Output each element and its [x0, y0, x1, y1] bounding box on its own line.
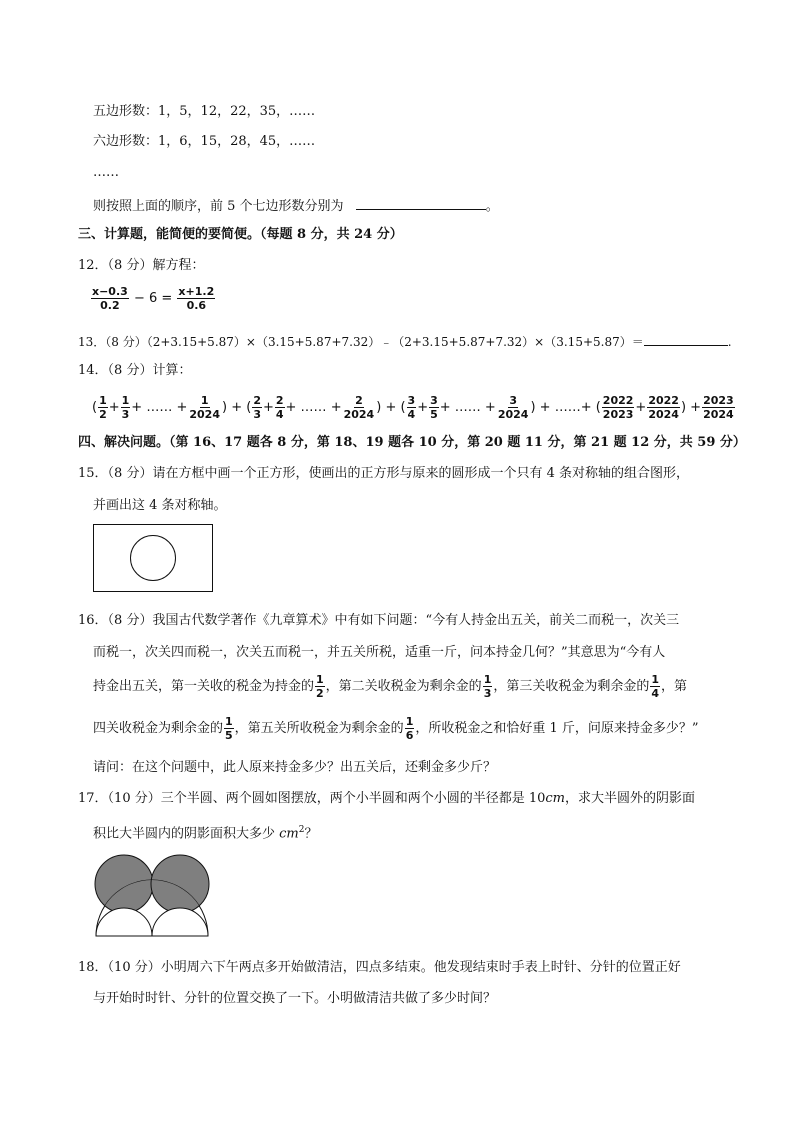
q18-line2: 与开始时时针、分针的位置交换了一下。小明做清洁共做了多少时间？ [93, 991, 497, 1006]
q16-line2: 而税一，次关四而税一，次关五而税一，并五关所税，适重一斤，问本持金几何？”其意思为“今有人 [93, 645, 666, 660]
q12-minus: − 6 = [133, 291, 173, 306]
q13-end: . [727, 335, 732, 349]
q13 [78, 331, 732, 351]
q17-figure [92, 850, 212, 940]
answer-blank[interactable] [356, 195, 486, 210]
q13-text: 13．（8 分）（2+3.15+5.87）×（3.15+5.87+7.32）﹣（2+3.15+5.87+7.32）×（3.15+5.87）＝ [78, 335, 644, 349]
q12-fraction-left: $\frac{x-0.3}{0.2}$ [92, 285, 128, 312]
q17-line2: 积比大半圆内的阴影面积大多少 $cm^2$？ [93, 825, 318, 842]
q17-line1: 17．（10 分）三个半圆、两个圆如图摆放，两个小半圆和两个小圆的半径都是 10cm，求大半圆外的阴影面 [78, 791, 696, 806]
heptagon-question-text: 则按照上面的顺序，前 5 个七边形数分别为 [93, 199, 344, 214]
q15-line1: 15．（8 分）请在方框中画一个正方形，使画出的正方形与原来的圆形成一个只有 4 条对称轴的组合图形， [78, 466, 689, 481]
q15-circle [130, 535, 176, 581]
q12-fraction-right: $\frac{x+1.2}{0.6}$ [178, 285, 215, 312]
section3-heading: 三、计算题，能简便的要简便。（每题 8 分，共 24 分） [78, 227, 403, 242]
heptagon-question [93, 195, 499, 216]
period: 。 [485, 199, 499, 214]
q12-equation [90, 284, 216, 314]
q18-line1: 18．（10 分）小明周六下午两点多开始做清洁，四点多结束。他发现结束时手表上时针、分针的位置正好 [78, 960, 681, 975]
q15-frame[interactable] [93, 524, 213, 592]
hexagon-sequence: 六边形数：1，6，15，28，45，…… [93, 134, 316, 149]
pentagon-sequence: 五边形数：1，5，12，22，35，…… [93, 104, 316, 119]
q16-line1: 16．（8 分）我国古代数学著作《九章算术》中有如下问题：“今有人持金出五关，前关二而税一，次关三 [78, 613, 680, 628]
q12-label: 12．（8 分）解方程： [78, 258, 205, 273]
sequence-ellipsis: …… [93, 165, 119, 180]
q13-answer-blank[interactable] [644, 331, 728, 346]
q16-line3: 持金出五关，第一关收的税金为持金的 $\frac{1}{2}$ ，第二关收税金为剩余金的 $\frac{1}{3}$ ，第三关收税金为剩余金的 $\frac{1}{4}$ ，第 [93, 673, 688, 700]
q14-expression: ( $\frac{1}{2}$ + $\frac{1}{3}$ + …… + $\frac{1}{2024}$ ) + ( $\frac{2}{3}$ + $\frac{2}{4}$ + …… + $\frac{2}{2024}$ ) + ( $\frac{3}{4}$ + $\frac{3}{5}$ + …… + $\frac{3}{2024}$ ) + ……+ ( $\frac{2022}{2023}$ + $\frac{2022}{2024}$ ) + $\frac{2023}{2024}$ [92, 394, 734, 421]
q16-line5: 请问：在这个问题中，此人原来持金多少？出五关后，还剩金多少斤？ [93, 760, 497, 775]
q14-label: 14．（8 分）计算： [78, 363, 192, 378]
q16-line4: 四关收税金为剩余金的 $\frac{1}{5}$ ，第五关所收税金为剩余金的 $\frac{1}{6}$ ，所收税金之和恰好重 1 斤，问原来持金多少？” [93, 715, 699, 742]
section4-heading: 四、解决问题。（第 16、17 题各 8 分，第 18、19 题各 10 分，第 20 题 11 分，第 21 题 12 分，共 59 分） [78, 435, 746, 450]
q15-line2: 并画出这 4 条对称轴。 [93, 498, 227, 513]
